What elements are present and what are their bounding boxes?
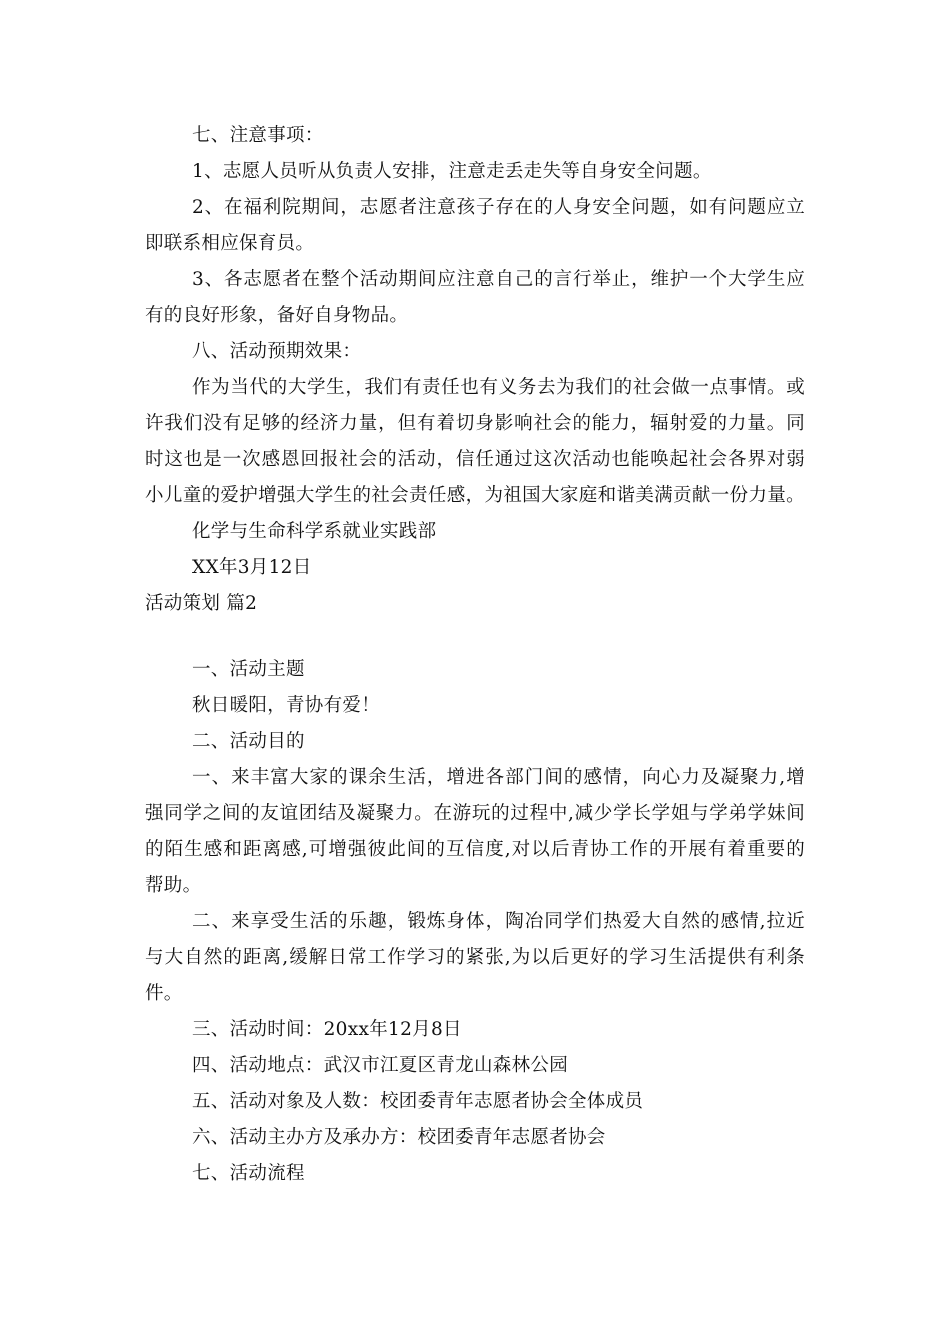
activity-organizer: 六、活动主办方及承办方：校团委青年志愿者协会 [192, 1127, 606, 1148]
section-title: 活动策划 篇2 [145, 593, 258, 614]
note-3-line-2: 有的良好形象，备好自身物品。 [145, 305, 409, 326]
theme-text: 秋日暖阳，青协有爱！ [192, 695, 381, 716]
signature-org: 化学与生命科学系就业实践部 [192, 521, 437, 542]
effect-line-3: 时这也是一次感恩回报社会的活动，信任通过这次活动也能唤起社会各界对弱 [145, 449, 805, 470]
heading-process: 七、活动流程 [192, 1163, 305, 1184]
signature-date: XX年3月12日 [192, 557, 312, 578]
purpose-1-line-2: 强同学之间的友谊团结及凝聚力。在游玩的过程中,减少学长学姐与学弟学妹间 [145, 803, 805, 824]
heading-effect: 八、活动预期效果： [192, 341, 362, 362]
activity-place: 四、活动地点：武汉市江夏区青龙山森林公园 [192, 1055, 569, 1076]
effect-line-1: 作为当代的大学生，我们有责任也有义务去为我们的社会做一点事情。或 [192, 377, 805, 398]
activity-participants: 五、活动对象及人数：校团委青年志愿者协会全体成员 [192, 1091, 644, 1112]
note-2-line-1: 2、在福利院期间，志愿者注意孩子存在的人身安全问题，如有问题应立 [192, 197, 805, 218]
activity-time: 三、活动时间：20xx年12月8日 [192, 1019, 462, 1040]
heading-purpose: 二、活动目的 [192, 731, 305, 752]
purpose-1-line-1: 一、来丰富大家的课余生活，增进各部门间的感情，向心力及凝聚力,增 [192, 767, 805, 788]
purpose-1-line-4: 帮助。 [145, 875, 202, 896]
note-2-line-2: 即联系相应保育员。 [145, 233, 315, 254]
note-1: 1、志愿人员听从负责人安排，注意走丢走失等自身安全问题。 [192, 161, 712, 182]
heading-notes: 七、注意事项： [192, 125, 324, 146]
heading-theme: 一、活动主题 [192, 659, 305, 680]
purpose-1-line-3: 的陌生感和距离感,可增强彼此间的互信度,对以后青协工作的开展有着重要的 [145, 839, 805, 860]
purpose-2-line-2: 与大自然的距离,缓解日常工作学习的紧张,为以后更好的学习生活提供有利条 [145, 947, 805, 968]
note-3-line-1: 3、各志愿者在整个活动期间应注意自己的言行举止，维护一个大学生应 [192, 269, 805, 290]
purpose-2-line-1: 二、来享受生活的乐趣，锻炼身体，陶冶同学们热爱大自然的感情,拉近 [192, 911, 805, 932]
purpose-2-line-3: 件。 [145, 983, 183, 1004]
effect-line-2: 许我们没有足够的经济力量，但有着切身影响社会的能力，辐射爱的力量。同 [145, 413, 805, 434]
effect-line-4: 小儿童的爱护增强大学生的社会责任感，为祖国大家庭和谐美满贡献一份力量。 [145, 485, 805, 506]
